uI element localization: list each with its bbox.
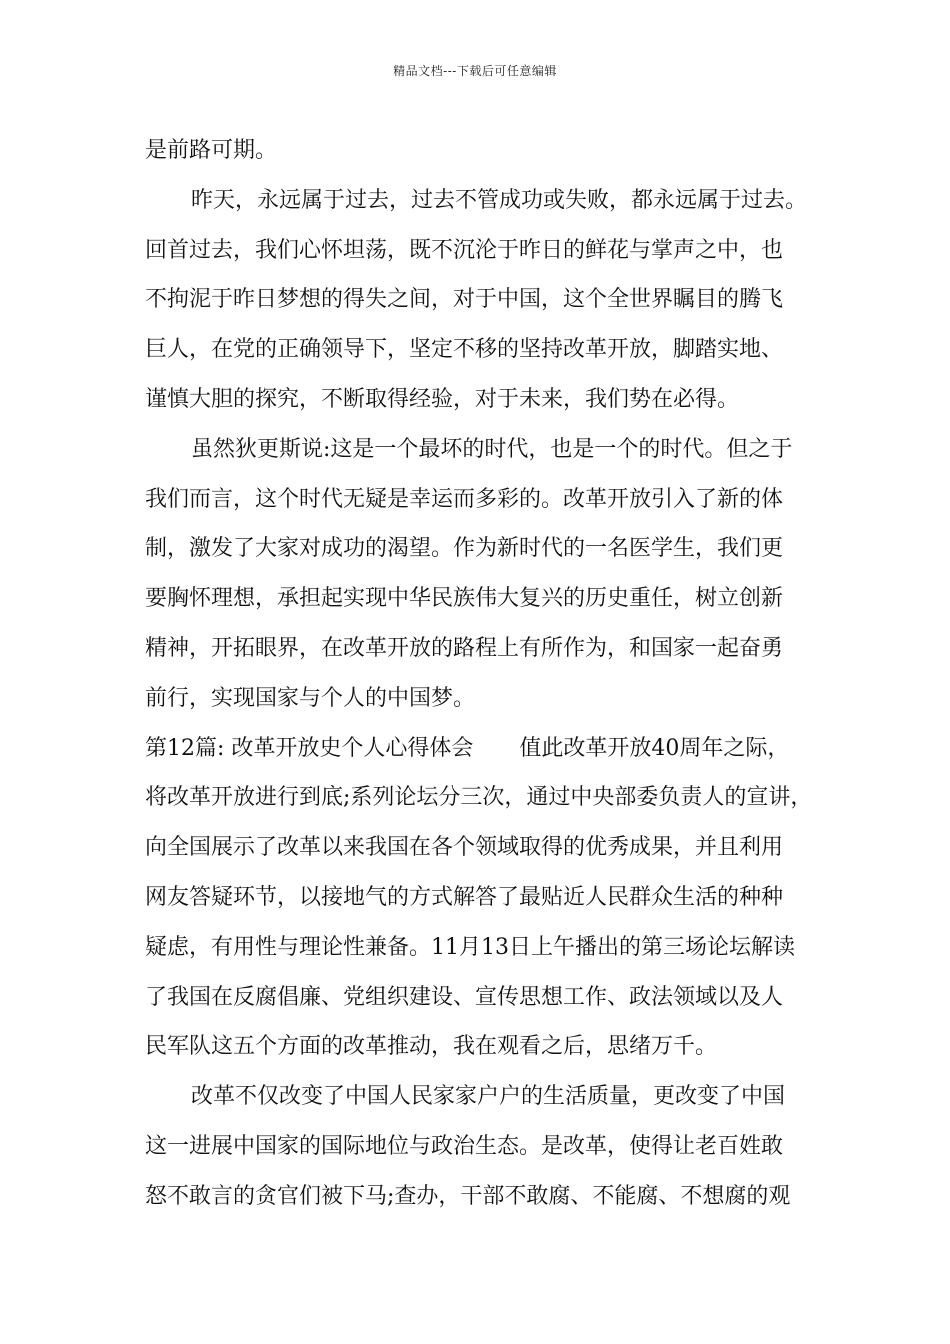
paragraph-line: 我们而言，这个时代无疑是幸运而多彩的。改革开放引入了新的体 [145, 486, 784, 512]
paragraph-line: 制，激发了大家对成功的渴望。作为新时代的一名医学生，我们更 [145, 536, 784, 562]
paragraph-line: 前行，实现国家与个人的中国梦。 [145, 685, 476, 711]
paragraph-line: 这一进展中国家的国际地位与政治生态。是改革，使得让老百姓敢 [145, 1133, 784, 1159]
paragraph-line: 不拘泥于昨日梦想的得失之间，对于中国，这个全世界瞩目的腾飞 [145, 287, 784, 313]
page-header: 精品文档---下载后可任意编辑 [393, 64, 557, 78]
section-title-line [145, 724, 825, 774]
paragraph-line: 网友答疑环节，以接地气的方式解答了最贴近人民群众生活的种种 [145, 884, 784, 910]
paragraph-line: 谨慎大胆的探究，不断取得经验，对于未来，我们势在必得。 [145, 386, 740, 412]
paragraph-line: 巨人，在党的正确领导下，坚定不移的坚持改革开放，脚踏实地、 [145, 337, 784, 363]
paragraph-line: 虽然狄更斯说:这是一个最坏的时代，也是一个的时代。但之于 [191, 436, 793, 462]
section-title: 第12篇: 改革开放史个人心得体会 [145, 735, 474, 761]
paragraph-line: 怒不敢言的贪官们被下马;查办，干部不敢腐、不能腐、不想腐的观 [145, 1183, 791, 1209]
paragraph-line: 了我国在反腐倡廉、党组织建设、宣传思想工作、政法领域以及人 [145, 984, 784, 1010]
paragraph-line: 精神，开拓眼界，在改革开放的路程上有所作为，和国家一起奋勇 [145, 635, 784, 661]
paragraph-line: 疑虑，有用性与理论性兼备。11月13日上午播出的第三场论坛解读 [145, 934, 795, 960]
paragraph-line: 昨天，永远属于过去，过去不管成功或失败，都永远属于过去。 [191, 187, 808, 213]
paragraph-line: 将改革开放进行到底;系列论坛分三次，通过中央部委负责人的宣讲， [145, 785, 813, 811]
paragraph-line: 改革不仅改变了中国人民家家户户的生活质量，更改变了中国 [191, 1084, 786, 1110]
document-body [145, 126, 825, 1222]
paragraph-line: 向全国展示了改革以来我国在各个领域取得的优秀成果，并且利用 [145, 835, 784, 861]
paragraph-line: 民军队这五个方面的改革推动，我在观看之后，思绪万千。 [145, 1034, 718, 1060]
paragraph-line: 回首过去，我们心怀坦荡，既不沉沦于昨日的鲜花与掌声之中，也 [145, 237, 784, 263]
paragraph-line: 是前路可期。 [145, 138, 278, 163]
paragraph-line: 要胸怀理想，承担起实现中华民族伟大复兴的历史重任，树立创新 [145, 586, 784, 612]
section-first-sentence: 值此改革开放40周年之际， [519, 735, 790, 761]
